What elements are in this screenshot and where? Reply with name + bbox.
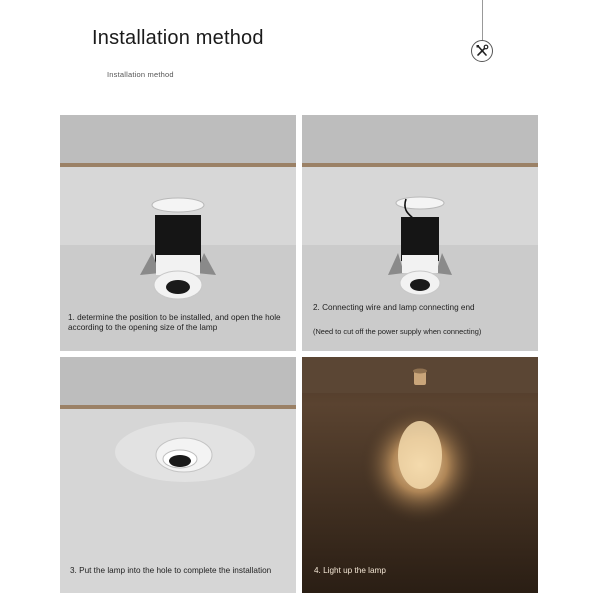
step-1-caption: 1. determine the position to be installed, and open the hole according to the opening size of the lamp <box>68 313 281 332</box>
tool-badge <box>471 40 493 62</box>
step-4-caption: 4. Light up the lamp <box>314 566 386 575</box>
step-2-caption: 2. Connecting wire and lamp connecting end <box>313 303 475 312</box>
page-title: Installation method <box>92 27 264 49</box>
step-2-panel <box>302 115 538 351</box>
hanging-line <box>482 0 483 42</box>
step-4-illustration <box>302 357 538 593</box>
step-3-panel <box>60 357 296 593</box>
step-2-illustration <box>302 115 538 351</box>
step-3-caption: 3. Put the lamp into the hole to complete the installation <box>70 566 272 575</box>
page-subtitle: Installation method <box>107 70 174 79</box>
step-4-panel <box>302 357 538 593</box>
step-3-illustration <box>60 357 296 593</box>
screwdriver-wrench-icon <box>475 44 489 58</box>
step-2-note: (Need to cut off the power supply when connecting) <box>313 327 482 336</box>
